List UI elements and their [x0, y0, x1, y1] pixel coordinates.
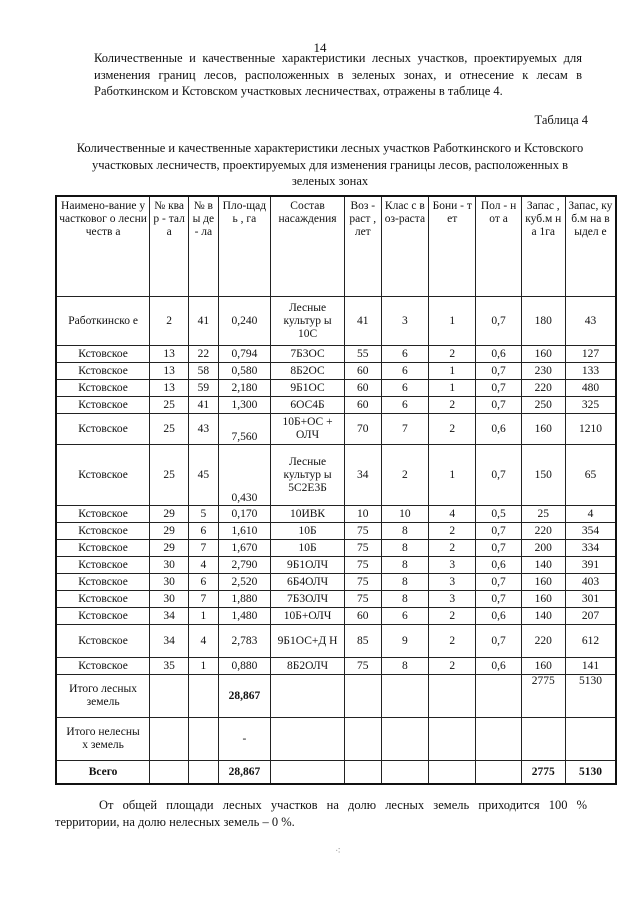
table-row	[56, 346, 616, 363]
table-cell: 10Б	[271, 523, 345, 540]
table-cell: 7	[189, 591, 218, 608]
table-cell: 3	[381, 297, 428, 346]
table-cell: Кстовское	[56, 445, 150, 506]
table-cell: Кстовское	[56, 363, 150, 380]
table-cell: 1210	[565, 414, 616, 445]
table-cell: 8	[381, 557, 428, 574]
table-cell	[189, 718, 218, 761]
table-cell: 22	[189, 346, 218, 363]
table-cell: Кстовское	[56, 540, 150, 557]
table-cell: 13	[150, 346, 189, 363]
table-cell: 45	[189, 445, 218, 506]
table-cell: 10	[344, 506, 381, 523]
table-cell	[476, 675, 521, 718]
table-cell: 150	[521, 445, 565, 506]
table-cell: 25	[521, 506, 565, 523]
table-cell: 1,480	[218, 608, 271, 625]
table-row	[56, 574, 616, 591]
table-cell: 2	[150, 297, 189, 346]
table-cell	[429, 718, 476, 761]
column-header: Бони - тет	[429, 196, 476, 297]
table-cell: 220	[521, 380, 565, 397]
table-cell: Кстовское	[56, 414, 150, 445]
table-cell: 127	[565, 346, 616, 363]
table-cell: 2,180	[218, 380, 271, 397]
table-cell: Кстовское	[56, 591, 150, 608]
table-cell: Кстовское	[56, 574, 150, 591]
table-row	[56, 414, 616, 445]
table-cell: 0,6	[476, 658, 521, 675]
table-cell: 354	[565, 523, 616, 540]
table-cell: 6Б4ОЛЧ	[271, 574, 345, 591]
table-row	[56, 297, 616, 346]
table-cell: 7,560	[218, 414, 271, 445]
table-cell: 34	[150, 625, 189, 658]
table-cell: 6	[381, 380, 428, 397]
table-cell: 8	[381, 591, 428, 608]
table-cell: 0,240	[218, 297, 271, 346]
table-cell: Кстовское	[56, 380, 150, 397]
table-cell: Кстовское	[56, 625, 150, 658]
table-cell: 30	[150, 591, 189, 608]
table-cell: 8	[381, 574, 428, 591]
table-cell: 28,867	[218, 761, 271, 785]
table-row	[56, 608, 616, 625]
table-cell: 10Б+ОС + ОЛЧ	[271, 414, 345, 445]
table-cell: 4	[189, 557, 218, 574]
table-cell: 6	[381, 363, 428, 380]
table-cell: 0,794	[218, 346, 271, 363]
table-cell: 59	[189, 380, 218, 397]
table-cell: Всего	[56, 761, 150, 785]
table-cell: 75	[344, 658, 381, 675]
table-cell: 0,7	[476, 523, 521, 540]
table-cell: 60	[344, 363, 381, 380]
table-cell: 1,610	[218, 523, 271, 540]
table-cell: 35	[150, 658, 189, 675]
table-cell	[271, 675, 345, 718]
intro-paragraph: Количественные и качественные характеристики лесных участков, проектируемых для изменения границ лесов, расположенных в зеленых зонах, и отнесение к лесам в Работкинском и Кстовском участковых лесничествах, отражены в таблице 4.	[94, 51, 582, 98]
table-cell: -	[218, 718, 271, 761]
table-cell: 30	[150, 574, 189, 591]
table-cell: 60	[344, 380, 381, 397]
table-cell: 480	[565, 380, 616, 397]
table-cell: 334	[565, 540, 616, 557]
table-cell: 2,520	[218, 574, 271, 591]
total-row	[56, 675, 616, 718]
table-row	[56, 523, 616, 540]
table-cell: 41	[189, 297, 218, 346]
column-header: Состав насаждения	[271, 196, 345, 297]
table-cell: 8	[381, 523, 428, 540]
table-cell: 1,670	[218, 540, 271, 557]
table-cell	[521, 718, 565, 761]
table-cell: 3	[429, 574, 476, 591]
table-cell: 9Б1ОС	[271, 380, 345, 397]
table-cell: 200	[521, 540, 565, 557]
table-cell: 60	[344, 608, 381, 625]
table-cell: 2	[429, 414, 476, 445]
table-cell: 0,7	[476, 380, 521, 397]
table-cell: 2	[429, 540, 476, 557]
table-cell: 250	[521, 397, 565, 414]
table-cell: 140	[521, 557, 565, 574]
table-cell: 34	[344, 445, 381, 506]
table-cell: 5130	[565, 761, 616, 785]
table-cell: 1	[429, 380, 476, 397]
table-cell: 0,6	[476, 608, 521, 625]
table-cell: 207	[565, 608, 616, 625]
table-cell: 0,580	[218, 363, 271, 380]
table-cell: 43	[189, 414, 218, 445]
table-cell: 160	[521, 346, 565, 363]
table-cell: 75	[344, 591, 381, 608]
table-cell: 9Б1ОС+Д Н	[271, 625, 345, 658]
table-cell: 160	[521, 658, 565, 675]
table-cell: Кстовское	[56, 557, 150, 574]
table-cell: 3	[429, 557, 476, 574]
table-cell: 2775	[521, 761, 565, 785]
table-cell: Итого лесных земель	[56, 675, 150, 718]
table-cell: 0,430	[218, 445, 271, 506]
table-cell: 75	[344, 540, 381, 557]
table-cell	[381, 761, 428, 785]
table-cell: 1	[429, 363, 476, 380]
column-header: Воз - раст , лет	[344, 196, 381, 297]
table-cell: 1	[429, 445, 476, 506]
table-row	[56, 506, 616, 523]
table-cell: 30	[150, 557, 189, 574]
table-cell: 0,6	[476, 414, 521, 445]
table-cell: 34	[150, 608, 189, 625]
table-cell: 29	[150, 506, 189, 523]
table-cell: 5	[189, 506, 218, 523]
table-cell: 65	[565, 445, 616, 506]
table-cell: 2,790	[218, 557, 271, 574]
table-cell: 7Б3ОС	[271, 346, 345, 363]
table-cell: 25	[150, 414, 189, 445]
column-header: № вы де - ла	[189, 196, 218, 297]
table-label: Таблица 4	[534, 113, 588, 127]
table-cell: 41	[189, 397, 218, 414]
table-cell: 7	[189, 540, 218, 557]
table-cell: 4	[189, 625, 218, 658]
table-cell: 301	[565, 591, 616, 608]
table-cell: Итого нелесны х земель	[56, 718, 150, 761]
table-cell: 391	[565, 557, 616, 574]
footer-paragraph: От общей площади лесных участков на долю лесных земель приходится 100 % территории, на долю нелесных земель – 0 %.	[55, 798, 587, 829]
table-cell	[344, 718, 381, 761]
table-cell: 0,170	[218, 506, 271, 523]
table-cell	[381, 675, 428, 718]
table-cell: Лесные культур ы 10С	[271, 297, 345, 346]
table-cell: 43	[565, 297, 616, 346]
table-cell: 2	[429, 523, 476, 540]
table-cell: Кстовское	[56, 506, 150, 523]
column-header: Запас , куб.м на 1га	[521, 196, 565, 297]
table-cell: 0,7	[476, 591, 521, 608]
table-row	[56, 363, 616, 380]
table-cell: 0,7	[476, 625, 521, 658]
table-cell: 0,7	[476, 363, 521, 380]
table-cell: 6	[381, 397, 428, 414]
table-cell: 13	[150, 363, 189, 380]
table-cell: 612	[565, 625, 616, 658]
table-cell: 28,867	[218, 675, 271, 718]
table-cell: 0,7	[476, 397, 521, 414]
table-cell: 0,6	[476, 557, 521, 574]
table-cell	[344, 675, 381, 718]
table-cell: Лесные культур ы 5С2Е3Б	[271, 445, 345, 506]
table-cell: 2	[381, 445, 428, 506]
table-cell: 85	[344, 625, 381, 658]
table-cell: 2	[429, 608, 476, 625]
table-cell: 1	[429, 297, 476, 346]
table-header-row	[56, 196, 616, 297]
table-cell	[150, 675, 189, 718]
table-cell: 325	[565, 397, 616, 414]
table-cell: 55	[344, 346, 381, 363]
table-cell: 60	[344, 397, 381, 414]
table-cell: 6	[381, 346, 428, 363]
table-cell: 29	[150, 523, 189, 540]
table-cell	[271, 718, 345, 761]
table-cell	[476, 761, 521, 785]
table-cell: 10Б+ОЛЧ	[271, 608, 345, 625]
column-header: Пол - нот а	[476, 196, 521, 297]
table-cell: Кстовское	[56, 397, 150, 414]
table-cell: 2,783	[218, 625, 271, 658]
table-cell: 0,7	[476, 574, 521, 591]
table-row	[56, 397, 616, 414]
table-cell: 230	[521, 363, 565, 380]
table-cell: 10Б	[271, 540, 345, 557]
table-cell: 1	[189, 658, 218, 675]
table-cell: 10ИВК	[271, 506, 345, 523]
table-row	[56, 380, 616, 397]
table-cell: 13	[150, 380, 189, 397]
table-cell: 2775	[521, 675, 565, 718]
table-cell: 160	[521, 591, 565, 608]
table-cell: 6	[189, 523, 218, 540]
table-cell: 10	[381, 506, 428, 523]
column-header: Запас, куб.м на выдел е	[565, 196, 616, 297]
table-cell: 75	[344, 557, 381, 574]
table-cell: 220	[521, 523, 565, 540]
table-cell: 1,300	[218, 397, 271, 414]
table-cell: 1	[189, 608, 218, 625]
table-cell: 6	[189, 574, 218, 591]
forest-plots-table	[55, 195, 617, 785]
table-cell: 0,5	[476, 506, 521, 523]
table-cell	[429, 761, 476, 785]
table-row	[56, 445, 616, 506]
table-cell: 5130	[565, 675, 616, 718]
table-cell: 220	[521, 625, 565, 658]
table-cell: 0,7	[476, 445, 521, 506]
column-header: Пло-щадь , га	[218, 196, 271, 297]
table-cell	[150, 718, 189, 761]
table-body	[56, 297, 616, 785]
table-cell	[565, 718, 616, 761]
table-row	[56, 540, 616, 557]
table-row	[56, 557, 616, 574]
table-cell: 2	[429, 658, 476, 675]
table-row	[56, 591, 616, 608]
table-cell: 7	[381, 414, 428, 445]
table-cell: Кстовское	[56, 658, 150, 675]
table-cell: 3	[429, 591, 476, 608]
table-title: Количественные и качественные характеристики лесных участков Работкинского и Кстовского участковых лесничеств, проектируемых для изменения границы лесов, расположенных в зеленых зонах	[76, 141, 584, 188]
table-cell	[476, 718, 521, 761]
table-cell: 8	[381, 540, 428, 557]
table-cell: 29	[150, 540, 189, 557]
table-cell: 0,7	[476, 297, 521, 346]
table-cell: Кстовское	[56, 608, 150, 625]
table-cell: 2	[429, 397, 476, 414]
table-cell	[189, 761, 218, 785]
grand-total-row	[56, 761, 616, 785]
table-cell: 0,6	[476, 346, 521, 363]
table-cell: 25	[150, 397, 189, 414]
table-cell: 160	[521, 574, 565, 591]
table-cell: 140	[521, 608, 565, 625]
table-cell: 75	[344, 574, 381, 591]
table-row	[56, 658, 616, 675]
table-cell: 70	[344, 414, 381, 445]
table-cell: 9	[381, 625, 428, 658]
table-cell: 1,880	[218, 591, 271, 608]
table-cell: 2	[429, 346, 476, 363]
table-cell	[381, 718, 428, 761]
table-cell: 75	[344, 523, 381, 540]
table-cell: 7Б3ОЛЧ	[271, 591, 345, 608]
table-cell: 6	[381, 608, 428, 625]
table-cell	[344, 761, 381, 785]
table-cell: 403	[565, 574, 616, 591]
table-cell	[271, 761, 345, 785]
table-cell: 133	[565, 363, 616, 380]
table-cell: 25	[150, 445, 189, 506]
table-cell: 41	[344, 297, 381, 346]
table-cell: 4	[429, 506, 476, 523]
table-cell: 9Б1ОЛЧ	[271, 557, 345, 574]
table-cell: Кстовское	[56, 523, 150, 540]
table-row	[56, 625, 616, 658]
table-cell: 141	[565, 658, 616, 675]
scan-mark: ⁖	[335, 846, 341, 857]
table-cell: 4	[565, 506, 616, 523]
table-cell	[189, 675, 218, 718]
table-cell	[429, 675, 476, 718]
table-cell: 2	[429, 625, 476, 658]
table-cell: Кстовское	[56, 346, 150, 363]
total-row	[56, 718, 616, 761]
table-cell: 8Б2ОЛЧ	[271, 658, 345, 675]
column-header: № квар - тала	[150, 196, 189, 297]
table-cell: 8	[381, 658, 428, 675]
table-cell: 180	[521, 297, 565, 346]
table-cell: Работкинско е	[56, 297, 150, 346]
column-header: Наимено-вание участковог о лесничеств а	[56, 196, 150, 297]
column-header: Клас с воз-раста	[381, 196, 428, 297]
table-cell: 58	[189, 363, 218, 380]
table-cell: 160	[521, 414, 565, 445]
page-number: 14	[313, 40, 327, 55]
table-cell: 0,880	[218, 658, 271, 675]
table-cell: 0,7	[476, 540, 521, 557]
table-cell	[150, 761, 189, 785]
table-cell: 6ОС4Б	[271, 397, 345, 414]
table-cell: 8Б2ОС	[271, 363, 345, 380]
